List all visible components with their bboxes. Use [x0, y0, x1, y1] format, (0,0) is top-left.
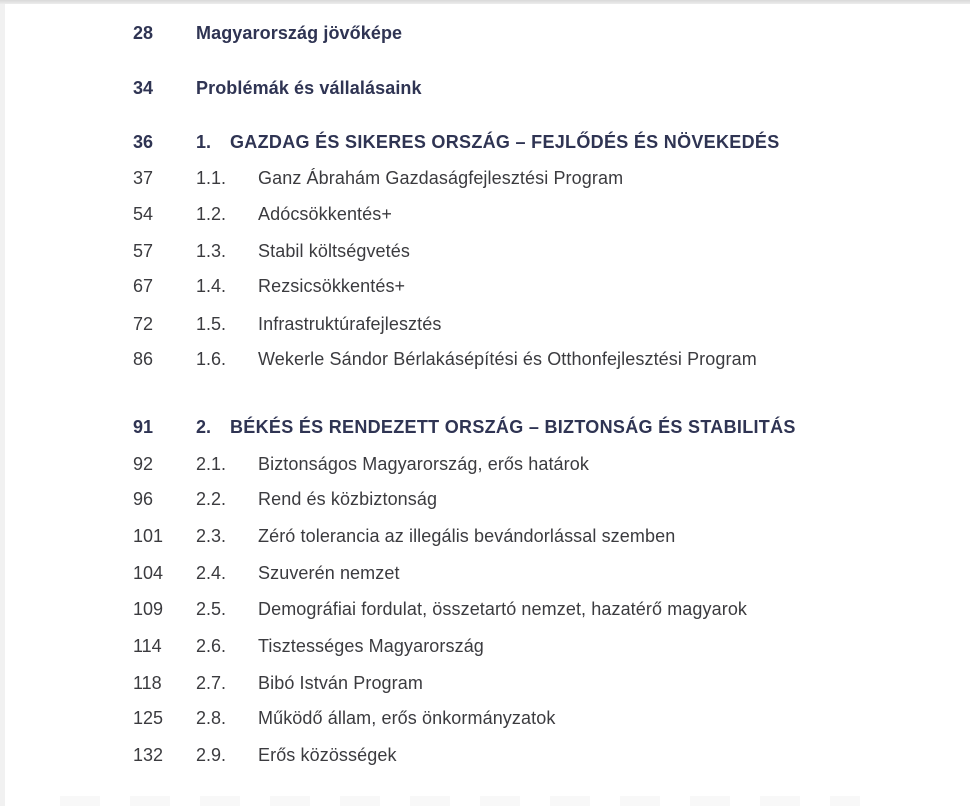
- page-number: 72: [133, 313, 154, 334]
- entry-title: Rezsicsökkentés+: [258, 275, 406, 296]
- section-title: BÉKÉS ÉS RENDEZETT ORSZÁG – BIZTONSÁG ÉS STABILITÁS: [230, 416, 796, 437]
- entry-number: 1.5.: [196, 313, 227, 334]
- entry-title: Zéró tolerancia az illegális bevándorlással szemben: [258, 525, 676, 546]
- entry-title: Stabil költségvetés: [258, 240, 410, 261]
- entry-number: 1.4.: [196, 275, 227, 296]
- entry-number: 2.9.: [196, 744, 227, 765]
- entry-title: Erős közösségek: [258, 744, 397, 765]
- entry-title: Infrastruktúrafejlesztés: [258, 313, 442, 334]
- page-number: 91: [133, 416, 154, 437]
- entry-number: 2.2.: [196, 488, 227, 509]
- entry-number: 2.1.: [196, 453, 227, 474]
- entry-number: 2.8.: [196, 707, 227, 728]
- entry-title: Tisztességes Magyarország: [258, 635, 484, 656]
- section-title: GAZDAG ÉS SIKERES ORSZÁG – FEJLŐDÉS ÉS NÖVEKEDÉS: [230, 131, 780, 152]
- entry-number: 1.2.: [196, 203, 227, 224]
- page-number: 57: [133, 240, 154, 261]
- entry-title: Működő állam, erős önkormányzatok: [258, 707, 556, 728]
- page-number: 125: [133, 707, 164, 728]
- entry-title: Demográfiai fordulat, összetartó nemzet, hazatérő magyarok: [258, 598, 748, 619]
- entry-number: 2.4.: [196, 562, 227, 583]
- page-number: 92: [133, 453, 154, 474]
- page-number: 118: [133, 672, 162, 693]
- entry-title: Szuverén nemzet: [258, 562, 400, 583]
- entry-title: Magyarország jövőképe: [196, 22, 403, 43]
- entry-number: 2.6.: [196, 635, 227, 656]
- entry-title: Biztonságos Magyarország, erős határok: [258, 453, 589, 474]
- page-number: 34: [133, 77, 154, 98]
- page-number: 37: [133, 167, 154, 188]
- entry-title: Ganz Ábrahám Gazdaságfejlesztési Program: [258, 167, 624, 188]
- entry-number: 2.7.: [196, 672, 227, 693]
- entry-number: 2.3.: [196, 525, 227, 546]
- entry-number: 1.3.: [196, 240, 227, 261]
- page-number: 132: [133, 744, 164, 765]
- page-number: 109: [133, 598, 164, 619]
- page-number: 86: [133, 348, 154, 369]
- page-number: 36: [133, 131, 154, 152]
- page-number: 114: [133, 635, 162, 656]
- entry-title: Rend és közbiztonság: [258, 488, 438, 509]
- cut-off-text: [60, 796, 860, 806]
- section-number: 1.: [196, 131, 212, 152]
- page-number: 104: [133, 562, 164, 583]
- section-number: 2.: [196, 416, 212, 437]
- entry-title: Problémák és vállalásaink: [196, 77, 422, 98]
- page-number: 67: [133, 275, 154, 296]
- entry-title: Bibó István Program: [258, 672, 423, 693]
- entry-number: 1.1.: [196, 167, 227, 188]
- page-number: 54: [133, 203, 154, 224]
- page-number: 101: [133, 525, 164, 546]
- entry-title: Wekerle Sándor Bérlakásépítési és Otthonfejlesztési Program: [258, 348, 757, 369]
- page-number: 28: [133, 22, 154, 43]
- top-border: [0, 0, 970, 4]
- entry-title: Adócsökkentés+: [258, 203, 392, 224]
- entry-number: 1.6.: [196, 348, 227, 369]
- left-edge: [0, 4, 5, 806]
- entry-number: 2.5.: [196, 598, 227, 619]
- page-number: 96: [133, 488, 154, 509]
